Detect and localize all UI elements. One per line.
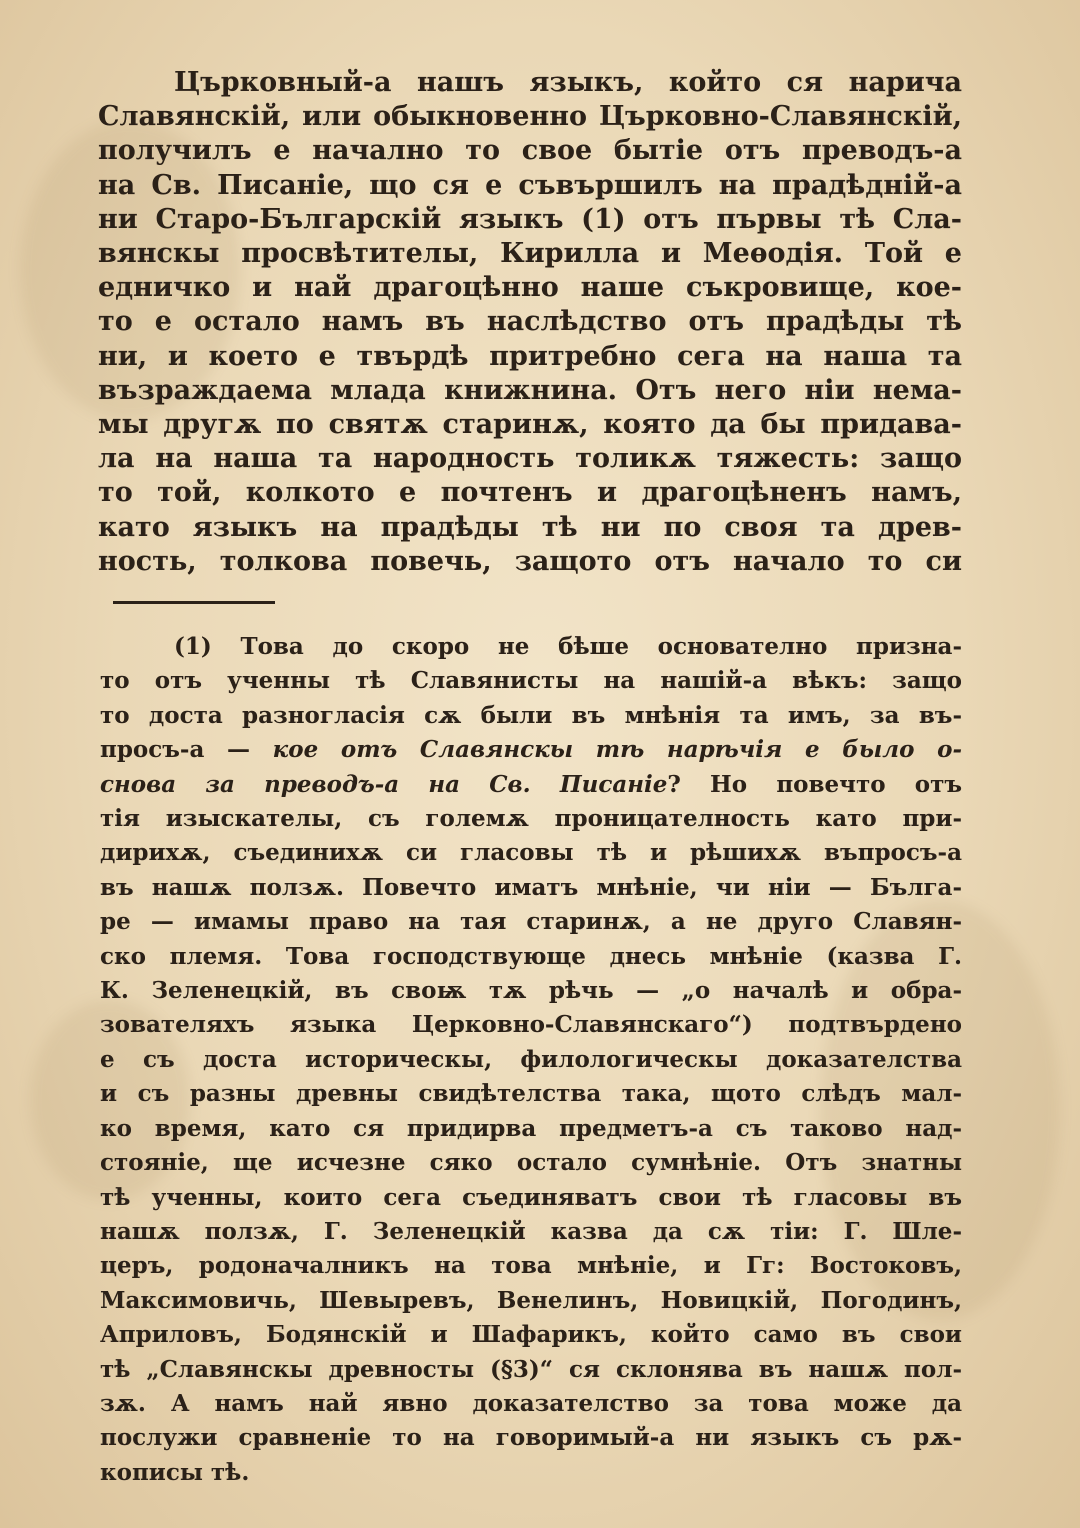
footnote-line: стояніе, ще исчезне сяко остало сумнѣніе. Отъ знатны: [100, 1149, 962, 1177]
footnote-line: кописы тѣ.: [100, 1458, 250, 1486]
footnote-line: зователяхъ языка Церковно-Славянскаго“) подтвърдено: [100, 1011, 962, 1039]
footnote: [100, 630, 962, 1490]
footnote-line-question-end: [100, 768, 962, 802]
footnote-line: нашѫ ползѫ, Г. Зеленецкій казва да сѫ тіи: Г. Шле-: [100, 1217, 962, 1245]
footnote-line: ско племя. Това господствующе днесь мнѣніе (казва Г.: [100, 942, 962, 970]
footnote-fragment: просъ-а —: [100, 736, 273, 764]
text-line: ность, толкова повечь, защото отъ начало то си: [98, 545, 962, 577]
footnote-line: К. Зеленецкій, въ своѭ тѫ рѣчь — „о началѣ и обра-: [100, 977, 962, 1005]
footnote-line: е съ доста историческы, филологическы доказателства: [100, 1045, 962, 1073]
text-line: получилъ е начално то свое бытіе отъ преводъ-а: [98, 135, 962, 167]
text-line: мы другѫ по святѫ старинѫ, която да бы придава-: [98, 409, 962, 441]
text-line: то е остало намъ въ наслѣдство отъ прадѣды тѣ: [98, 306, 962, 338]
footnote-line: послужи сравненіе то на говоримый-а ни языкъ съ рѫ-: [100, 1424, 962, 1452]
main-paragraph: [98, 66, 962, 579]
text-line: то той, колкото е почтенъ и драгоцѣненъ намъ,: [98, 477, 962, 509]
footnote-line: (1) Това до скоро не бѣше основателно призна-: [174, 633, 962, 660]
footnote-line: ко время, като ся придирва предметъ-а съ таково над-: [100, 1114, 962, 1142]
footnote-separator: [113, 601, 275, 604]
footnote-line: тѣ „Славянскы древносты (§3)“ ся склонява въ нашѫ пол-: [100, 1355, 962, 1383]
text-line: като языкъ на прадѣды тѣ ни по своя та древ-: [98, 511, 962, 543]
italic-question-end: снова за преводъ-а на Св. Писаніе: [100, 770, 668, 798]
footnote-line: въ нашѫ ползѫ. Повечто иматъ мнѣніе, чи ніи — Бълга-: [100, 873, 962, 901]
footnote-line: то отъ ученны тѣ Славянисты на нашій-а вѣкъ: защо: [100, 667, 962, 695]
footnote-fragment: ? Но повечто отъ: [667, 770, 962, 798]
footnote-line: зѫ. А намъ най явно доказателство за това може да: [100, 1389, 962, 1417]
footnote-line: то доста разногласія сѫ были въ мнѣнія та имъ, за въ-: [100, 701, 962, 729]
footnote-line: церъ, родоначалникъ на това мнѣніе, и Гг: Востоковъ,: [100, 1252, 962, 1280]
footnote-line-question: [100, 733, 962, 767]
italic-question: кое отъ Славянскы тѣ нарѣчія е было о-: [272, 736, 962, 764]
footnote-line: тія изыскателы, съ големѫ проницателность като при-: [100, 805, 962, 833]
footnote-line: дирихѫ, съединихѫ си гласовы тѣ и рѣшихѫ въпросъ-а: [100, 839, 962, 867]
text-line: Църковный-а нашъ языкъ, който ся нарича: [174, 67, 962, 98]
text-line: ни, и което е твърдѣ притребно сега на наша та: [98, 340, 962, 372]
footnote-line: ре — имамы право на тая старинѫ, а не друго Славян-: [100, 908, 962, 936]
text-line: вянскы просвѣтителы, Кирилла и Меѳодія. Той е: [98, 238, 962, 270]
footnote-line: Максимовичь, Шевыревъ, Венелинъ, Новицкій, Погодинъ,: [100, 1286, 962, 1314]
text-line: възраждаема млада книжнина. Отъ него ніи нема-: [98, 374, 962, 406]
footnote-line: тѣ ученны, които сега съединяватъ свои тѣ гласовы въ: [100, 1183, 962, 1211]
text-line: ни Старо-Българскій языкъ (1) отъ първы тѣ Сла-: [98, 203, 962, 235]
footnote-line: Априловъ, Бодянскій и Шафарикъ, който само въ свои: [100, 1321, 962, 1349]
text-line: едничко и най драгоцѣнно наше съкровище, кое-: [98, 272, 962, 304]
text-line: Славянскій, или обыкновенно Църковно-Славянскій,: [98, 101, 962, 133]
footnote-line: и съ разны древны свидѣтелства така, щото слѣдъ мал-: [100, 1080, 962, 1108]
text-line: ла на наша та народность толикѫ тяжесть: защо: [98, 443, 962, 475]
text-line: на Св. Писаніе, що ся е съвършилъ на прадѣдній-а: [98, 169, 962, 201]
